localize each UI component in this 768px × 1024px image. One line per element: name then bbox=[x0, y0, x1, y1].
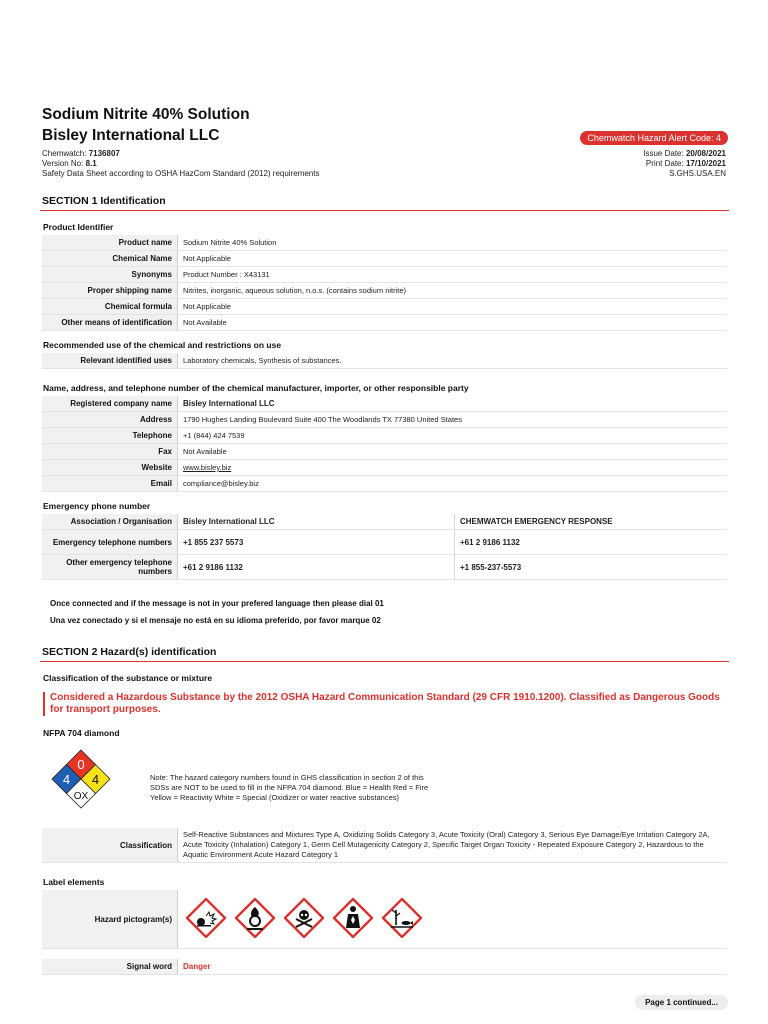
table-row bbox=[42, 555, 727, 580]
nfpa-reactivity-value: 4 bbox=[91, 772, 100, 787]
row-label: Other emergency telephone numbers bbox=[42, 555, 178, 580]
table-row bbox=[42, 299, 727, 315]
row-value: Not Applicable bbox=[178, 251, 728, 267]
section1-heading: SECTION 1 Identification bbox=[42, 195, 166, 207]
table-row bbox=[42, 353, 727, 369]
row-value: +1 855-237-5573 bbox=[455, 555, 728, 580]
section2-rule bbox=[40, 661, 729, 662]
table-row bbox=[42, 460, 727, 476]
row-label: Address bbox=[42, 412, 178, 428]
row-value: +61 2 9186 1132 bbox=[455, 530, 728, 555]
health-hazard-icon bbox=[333, 898, 373, 938]
recommended-use-table bbox=[42, 353, 727, 369]
row-value: +1 (844) 424 7539 bbox=[178, 428, 728, 444]
row-label: Registered company name bbox=[42, 396, 178, 412]
table-row bbox=[42, 235, 727, 251]
row-value: Bisley International LLC bbox=[178, 396, 728, 412]
row-value: +1 855 237 5573 bbox=[178, 530, 455, 555]
emergency-heading: Emergency phone number bbox=[43, 501, 151, 511]
print-date: Print Date: 17/10/2021 bbox=[645, 159, 726, 168]
table-row bbox=[42, 444, 727, 460]
row-value: Product Number : X43131 bbox=[178, 267, 728, 283]
version-number: Version No: 8.1 bbox=[42, 159, 97, 168]
row-label: Product name bbox=[42, 235, 178, 251]
row-label: Chemical Name bbox=[42, 251, 178, 267]
row-value: Bisley International LLC bbox=[178, 514, 455, 530]
email-value: compliance@bisley.biz bbox=[178, 476, 728, 492]
skull-crossbones-icon bbox=[284, 898, 324, 938]
table-row bbox=[42, 283, 727, 299]
language-note-es: Una vez conectado y si el mensaje no está en su idioma preferido, por favor marque 02 bbox=[50, 616, 381, 625]
row-value: +61 2 9186 1132 bbox=[178, 555, 455, 580]
language-note-en: Once connected and if the message is not in your prefered language then please dial 01 bbox=[50, 599, 384, 608]
row-label: Website bbox=[42, 460, 178, 476]
product-identifier-table bbox=[42, 235, 727, 331]
locale-code: S.GHS.USA.EN bbox=[669, 169, 726, 178]
table-row bbox=[42, 890, 727, 949]
table-row bbox=[42, 959, 727, 975]
emergency-table bbox=[42, 514, 727, 580]
table-row bbox=[42, 251, 727, 267]
manufacturer-table bbox=[42, 396, 727, 492]
row-value: 1790 Hughes Landing Boulevard Suite 400 The Woodlands TX 77380 United States bbox=[178, 412, 728, 428]
hazard-statement: Considered a Hazardous Substance by the 2012 OSHA Hazard Communication Standard (29 CFR 1910.1200). Classified as Dangerous Goods for transport purposes. bbox=[50, 692, 720, 715]
row-label: Email bbox=[42, 476, 178, 492]
environment-icon bbox=[382, 898, 422, 938]
row-label: Hazard pictogram(s) bbox=[42, 890, 178, 949]
pictogram-cell bbox=[178, 890, 728, 949]
hazard-alert-badge: Chemwatch Hazard Alert Code: 4 bbox=[580, 131, 728, 145]
product-title: Sodium Nitrite 40% Solution bbox=[42, 106, 250, 123]
table-row bbox=[42, 514, 727, 530]
signal-word-table bbox=[42, 959, 727, 975]
table-row bbox=[42, 412, 727, 428]
table-row bbox=[42, 396, 727, 412]
row-label: Emergency telephone numbers bbox=[42, 530, 178, 555]
row-label: Relevant identified uses bbox=[42, 353, 178, 369]
row-label: Fax bbox=[42, 444, 178, 460]
exploding-bomb-icon bbox=[186, 898, 226, 938]
chemwatch-id: Chemwatch: 7136807 bbox=[42, 149, 120, 158]
row-label: Telephone bbox=[42, 428, 178, 444]
product-identifier-heading: Product Identifier bbox=[43, 222, 114, 232]
row-label: Classification bbox=[42, 828, 178, 863]
row-label: Chemical formula bbox=[42, 299, 178, 315]
recommended-use-heading: Recommended use of the chemical and restrictions on use bbox=[43, 340, 282, 350]
page-continued-badge: Page 1 continued... bbox=[635, 995, 728, 1010]
table-row bbox=[42, 267, 727, 283]
row-value: Not Available bbox=[178, 444, 728, 460]
standard-note: Safety Data Sheet according to OSHA HazCom Standard (2012) requirements bbox=[42, 169, 320, 178]
row-label: Other means of identification bbox=[42, 315, 178, 331]
section1-rule bbox=[40, 210, 729, 211]
nfpa-diamond-icon bbox=[40, 748, 122, 810]
classification-heading: Classification of the substance or mixture bbox=[43, 673, 213, 683]
nfpa-health-value: 4 bbox=[62, 772, 71, 787]
table-row bbox=[42, 476, 727, 492]
signal-word-value: Danger bbox=[178, 959, 728, 975]
manufacturer-heading: Name, address, and telephone number of the chemical manufacturer, importer, or other responsible party bbox=[43, 383, 469, 393]
row-value: Sodium Nitrite 40% Solution bbox=[178, 235, 728, 251]
row-value: Nitrites, inorganic, aqueous solution, n.o.s. (contains sodium nitrite) bbox=[178, 283, 728, 299]
table-row bbox=[42, 828, 727, 863]
table-row bbox=[42, 428, 727, 444]
label-elements-heading: Label elements bbox=[43, 877, 105, 887]
row-label: Association / Organisation bbox=[42, 514, 178, 530]
row-label: Synonyms bbox=[42, 267, 178, 283]
issue-date: Issue Date: 20/08/2021 bbox=[643, 149, 726, 158]
row-label: Proper shipping name bbox=[42, 283, 178, 299]
hazard-accent-bar bbox=[43, 692, 45, 716]
row-value: Not Applicable bbox=[178, 299, 728, 315]
section2-heading: SECTION 2 Hazard(s) identification bbox=[42, 646, 217, 658]
row-value: Self-Reactive Substances and Mixtures Type A, Oxidizing Solids Category 3, Acute Toxicity (Oral) Category 3, Serious Eye Damage/Eye Irritation Category 2A, Acute Toxicity (Inhalation) Category 1, Germ Cell Mutagenicity Category 2, Specific Target Organ Toxicity - Repeated Exposure Category 2, Hazardous to the Aquatic Environment Acute Hazard Category 1 bbox=[178, 828, 728, 863]
table-row bbox=[42, 530, 727, 555]
company-name: Bisley International LLC bbox=[42, 127, 220, 144]
nfpa-fire-value: 0 bbox=[77, 757, 85, 772]
classification-table bbox=[42, 828, 727, 863]
row-label: Signal word bbox=[42, 959, 178, 975]
row-value: Laboratory chemicals, Synthesis of substances. bbox=[178, 353, 728, 369]
row-value: CHEMWATCH EMERGENCY RESPONSE bbox=[455, 514, 728, 530]
website-link[interactable]: www.bisley.biz bbox=[183, 463, 232, 472]
nfpa-heading: NFPA 704 diamond bbox=[43, 728, 120, 738]
row-value: Not Available bbox=[178, 315, 728, 331]
flame-over-circle-icon bbox=[235, 898, 275, 938]
table-row bbox=[42, 315, 727, 331]
nfpa-note: Note: The hazard category numbers found in GHS classification in section 2 of this SDSs are NOT to be used to fill in the NFPA 704 diamond. Blue = Health Red = Fire Yellow = Reactivity White = Special (Oxidizer or water reactive substances) bbox=[150, 773, 429, 802]
label-elements-table bbox=[42, 890, 727, 949]
nfpa-special-value: OX bbox=[73, 791, 89, 802]
